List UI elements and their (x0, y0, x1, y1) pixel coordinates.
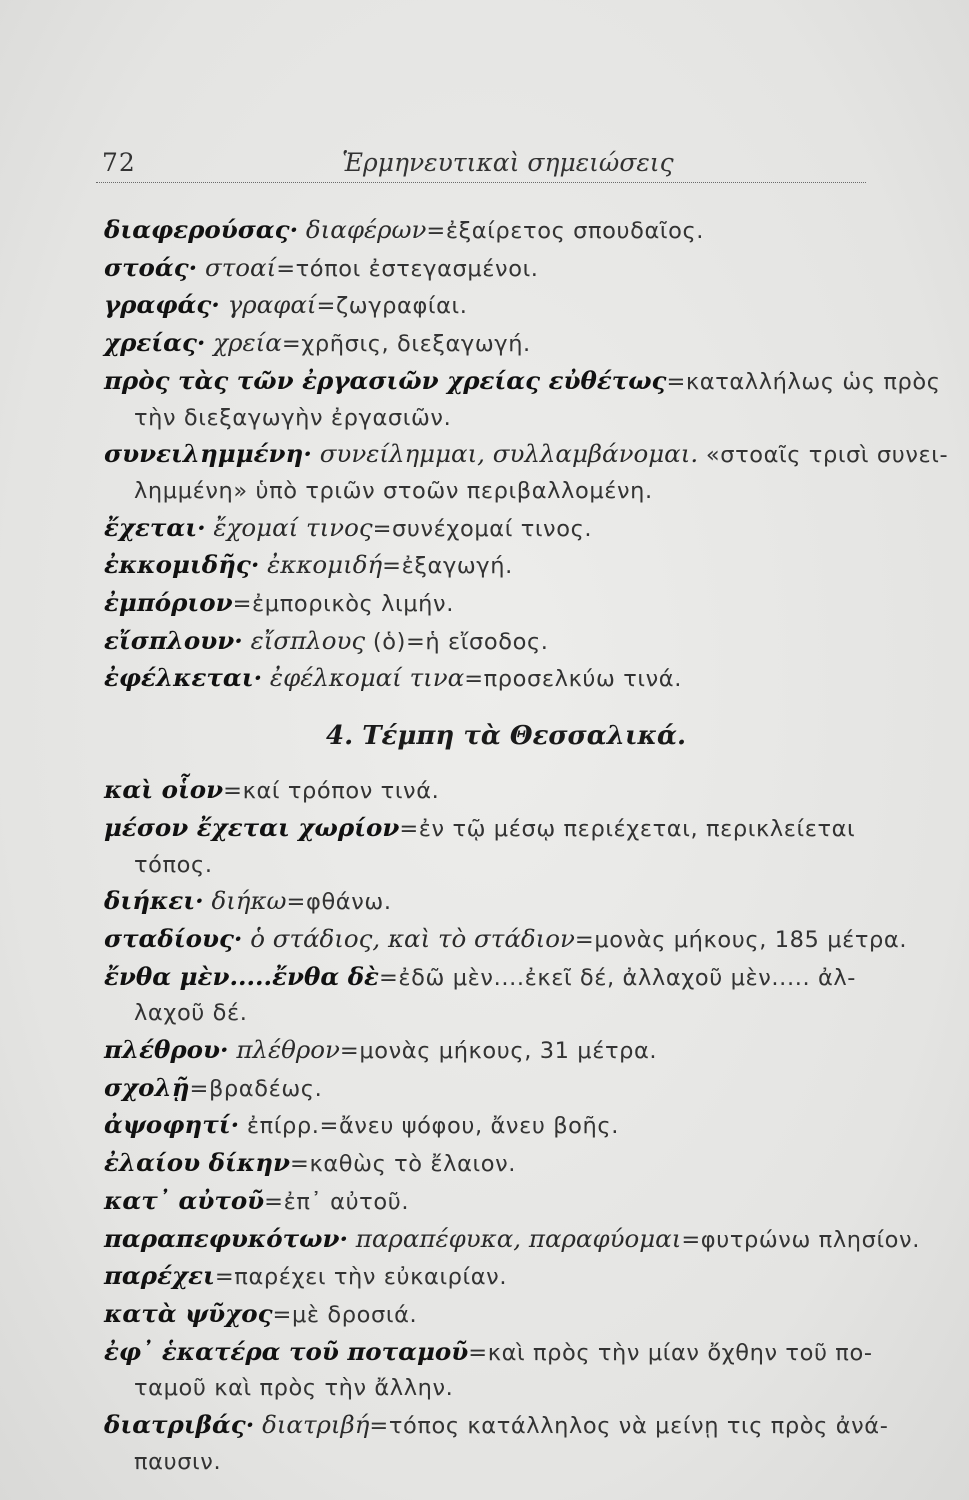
glossary-entry (104, 363, 941, 436)
glossary-entry (104, 287, 874, 325)
entry-gloss: στοαί (205, 252, 277, 282)
entry-continuation: λαχοῦ δέ. (134, 1000, 248, 1027)
glossary-entry (104, 1258, 874, 1296)
glossary-entry (104, 772, 874, 810)
entry-explanation: «στοαῖς τρισὶ συνει- (698, 442, 949, 469)
glossary-entry (104, 1183, 874, 1221)
entry-explanation: =προσελκύω τινά. (464, 666, 682, 693)
glossary-entry (104, 510, 874, 548)
glossary-entry (104, 1221, 920, 1259)
entry-explanation: =καθὼς τὸ ἔλαιον. (290, 1151, 517, 1178)
glossary-entry (104, 883, 874, 921)
glossary-entry (104, 959, 874, 1032)
entry-lemma: σχολῇ (104, 1072, 190, 1102)
entry-gloss: ἔχομαί τινος (213, 512, 373, 542)
entry-explanation: =ἐν τῷ μέσῳ περιέχεται, περικλείεται (399, 815, 856, 842)
entry-gloss: γραφαί (227, 290, 317, 320)
entry-explanation: =μονὰς μήκους, 31 μέτρα. (339, 1038, 658, 1065)
entry-continuation: λημμένη» ὑπὸ τριῶν στοῶν περιβαλλομένη. (134, 477, 653, 504)
entry-continuation: ταμοῦ καὶ πρὸς τὴν ἄλλην. (134, 1375, 454, 1402)
glossary-part-1 (104, 212, 949, 698)
glossary-entry (104, 810, 874, 883)
entry-lemma: γραφάς· (104, 290, 220, 320)
entry-explanation: =ἐπ᾽ αὐτοῦ. (264, 1188, 410, 1215)
glossary-entry (104, 1296, 874, 1334)
glossary-entry (104, 1334, 874, 1407)
entry-lemma: ἔχεται· (104, 512, 206, 542)
glossary-entry (104, 660, 874, 698)
entry-continuation: τόπος. (134, 851, 213, 878)
glossary-entry (104, 436, 949, 509)
entry-explanation: =καταλλήλως ὡς πρὸς (666, 368, 941, 395)
entry-gloss: διαφέρων (305, 215, 427, 244)
entry-explanation: =συνέχομαί τινος. (372, 515, 593, 542)
entry-lemma: ἐμπόριον (104, 588, 233, 618)
entry-explanation: =τόπος κατάλληλος νὰ μείνῃ τις πρὸς ἀνά- (369, 1413, 889, 1440)
entry-lemma: πρὸς τὰς τῶν ἐργασιῶν χρείας εὐθέτως (104, 365, 667, 395)
glossary-part-2 (104, 772, 920, 1480)
entry-gloss: παραπέφυκα, παραφύομαι (355, 1223, 682, 1253)
entry-lemma: στοάς· (104, 252, 198, 282)
entry-lemma: κατὰ ψῦχος (104, 1298, 273, 1328)
glossary-entry (104, 1070, 874, 1108)
entry-lemma: ἐφ᾽ ἑκατέρα τοῦ ποταμοῦ (104, 1336, 469, 1366)
glossary-entry (104, 921, 908, 959)
entry-explanation: =ἐδῶ μὲν....ἐκεῖ δέ, ἀλλαχοῦ μὲν..... ἀλ- (378, 964, 857, 991)
entry-lemma: σταδίους· (104, 923, 243, 953)
entry-gloss: ἐκκομιδή (267, 550, 383, 580)
entry-lemma: ἀψοφητί· (104, 1110, 240, 1140)
entry-explanation: =ζωγραφίαι. (316, 293, 468, 320)
entry-lemma: παραπεφυκότων· (104, 1223, 348, 1253)
entry-gloss: ἐφέλκομαί τινα (269, 663, 465, 693)
entry-lemma: ἔνθα μὲν.....ἔνθα δὲ (104, 961, 379, 991)
entry-lemma: παρέχει (104, 1261, 215, 1291)
entry-explanation: =χρῆσις, διεξαγωγή. (281, 331, 531, 358)
entry-explanation: =καί τρόπον τινά. (223, 778, 440, 805)
entry-gloss: διατριβή (262, 1410, 370, 1440)
entry-explanation: =μὲ δροσιά. (272, 1301, 418, 1328)
glossary-entry (104, 1145, 874, 1183)
entry-explanation: =βραδέως. (189, 1075, 323, 1102)
entry-explanation: =τόποι ἐστεγασμένοι. (276, 255, 539, 282)
page-body (104, 212, 949, 1481)
entry-lemma: μέσον ἔχεται χωρίον (104, 812, 400, 842)
entry-explanation: =ἐμπορικὸς λιμήν. (232, 591, 454, 618)
entry-lemma: συνειλημμένη· (104, 439, 312, 469)
entry-explanation: =φυτρώνω πλησίον. (681, 1226, 920, 1253)
entry-explanation: =παρέχει τὴν εὐκαιρίαν. (214, 1264, 508, 1291)
entry-gloss: ὁ στάδιος, καὶ τὸ στάδιον (250, 923, 575, 953)
entry-explanation: =ἐξαγωγή. (382, 553, 513, 580)
entry-gloss: πλέθρον (236, 1035, 340, 1065)
entry-explanation: =καὶ πρὸς τὴν μίαν ὄχθην τοῦ πο- (468, 1339, 873, 1366)
entry-lemma: ἐκκομιδῆς· (104, 550, 260, 580)
glossary-entry (104, 1107, 874, 1145)
entry-gloss: διήκω (211, 886, 287, 916)
entry-continuation: τὴν διεξαγωγὴν ἐργασιῶν. (134, 404, 452, 431)
entry-explanation: =μονὰς μήκους, 185 μέτρα. (574, 926, 908, 953)
entry-explanation: =φθάνω. (286, 889, 392, 916)
entry-gloss: εἴσπλους (250, 625, 366, 655)
glossary-entry (104, 547, 874, 585)
entry-explanation: =ἐξαίρετος σπουδαῖος. (426, 218, 705, 244)
entry-lemma: ἐλαίου δίκην (104, 1148, 291, 1178)
entry-gloss: συνείλημμαι, συλλαμβάνομαι. (319, 439, 699, 469)
entry-lemma: κατ᾽ αὐτοῦ (104, 1185, 265, 1215)
glossary-entry (104, 212, 874, 250)
page-header (96, 148, 866, 183)
glossary-entry (104, 1407, 889, 1480)
glossary-entry (104, 585, 874, 623)
entry-explanation: (ὁ)=ἡ εἴσοδος. (365, 628, 549, 655)
entry-lemma: χρείας· (104, 328, 206, 358)
entry-lemma: διήκει· (104, 886, 204, 916)
glossary-entry (104, 1032, 874, 1070)
section-title: 4. Τέμπη τὰ Θεσσαλικά. (326, 721, 687, 752)
entry-gloss: χρεία (213, 328, 282, 358)
entry-explanation: ἐπίρρ.=ἄνευ ψόφου, ἄνευ βοῆς. (246, 1113, 619, 1140)
entry-lemma: πλέθρου· (104, 1035, 229, 1065)
entry-lemma: εἴσπλουν· (104, 625, 243, 655)
glossary-entry (104, 623, 874, 661)
entry-lemma: διαφερούσας· (104, 215, 299, 244)
running-title: Ἑρμηνευτικαὶ σημειώσεις (342, 148, 674, 177)
glossary-entry (104, 250, 874, 288)
entry-lemma: ἐφέλκεται· (104, 663, 263, 693)
entry-lemma: διατριβάς· (104, 1410, 255, 1440)
page-number: 72 (102, 148, 136, 177)
glossary-entry (104, 325, 874, 363)
entry-lemma: καὶ οἷον (104, 775, 224, 805)
entry-continuation: παυσιν. (134, 1448, 222, 1475)
